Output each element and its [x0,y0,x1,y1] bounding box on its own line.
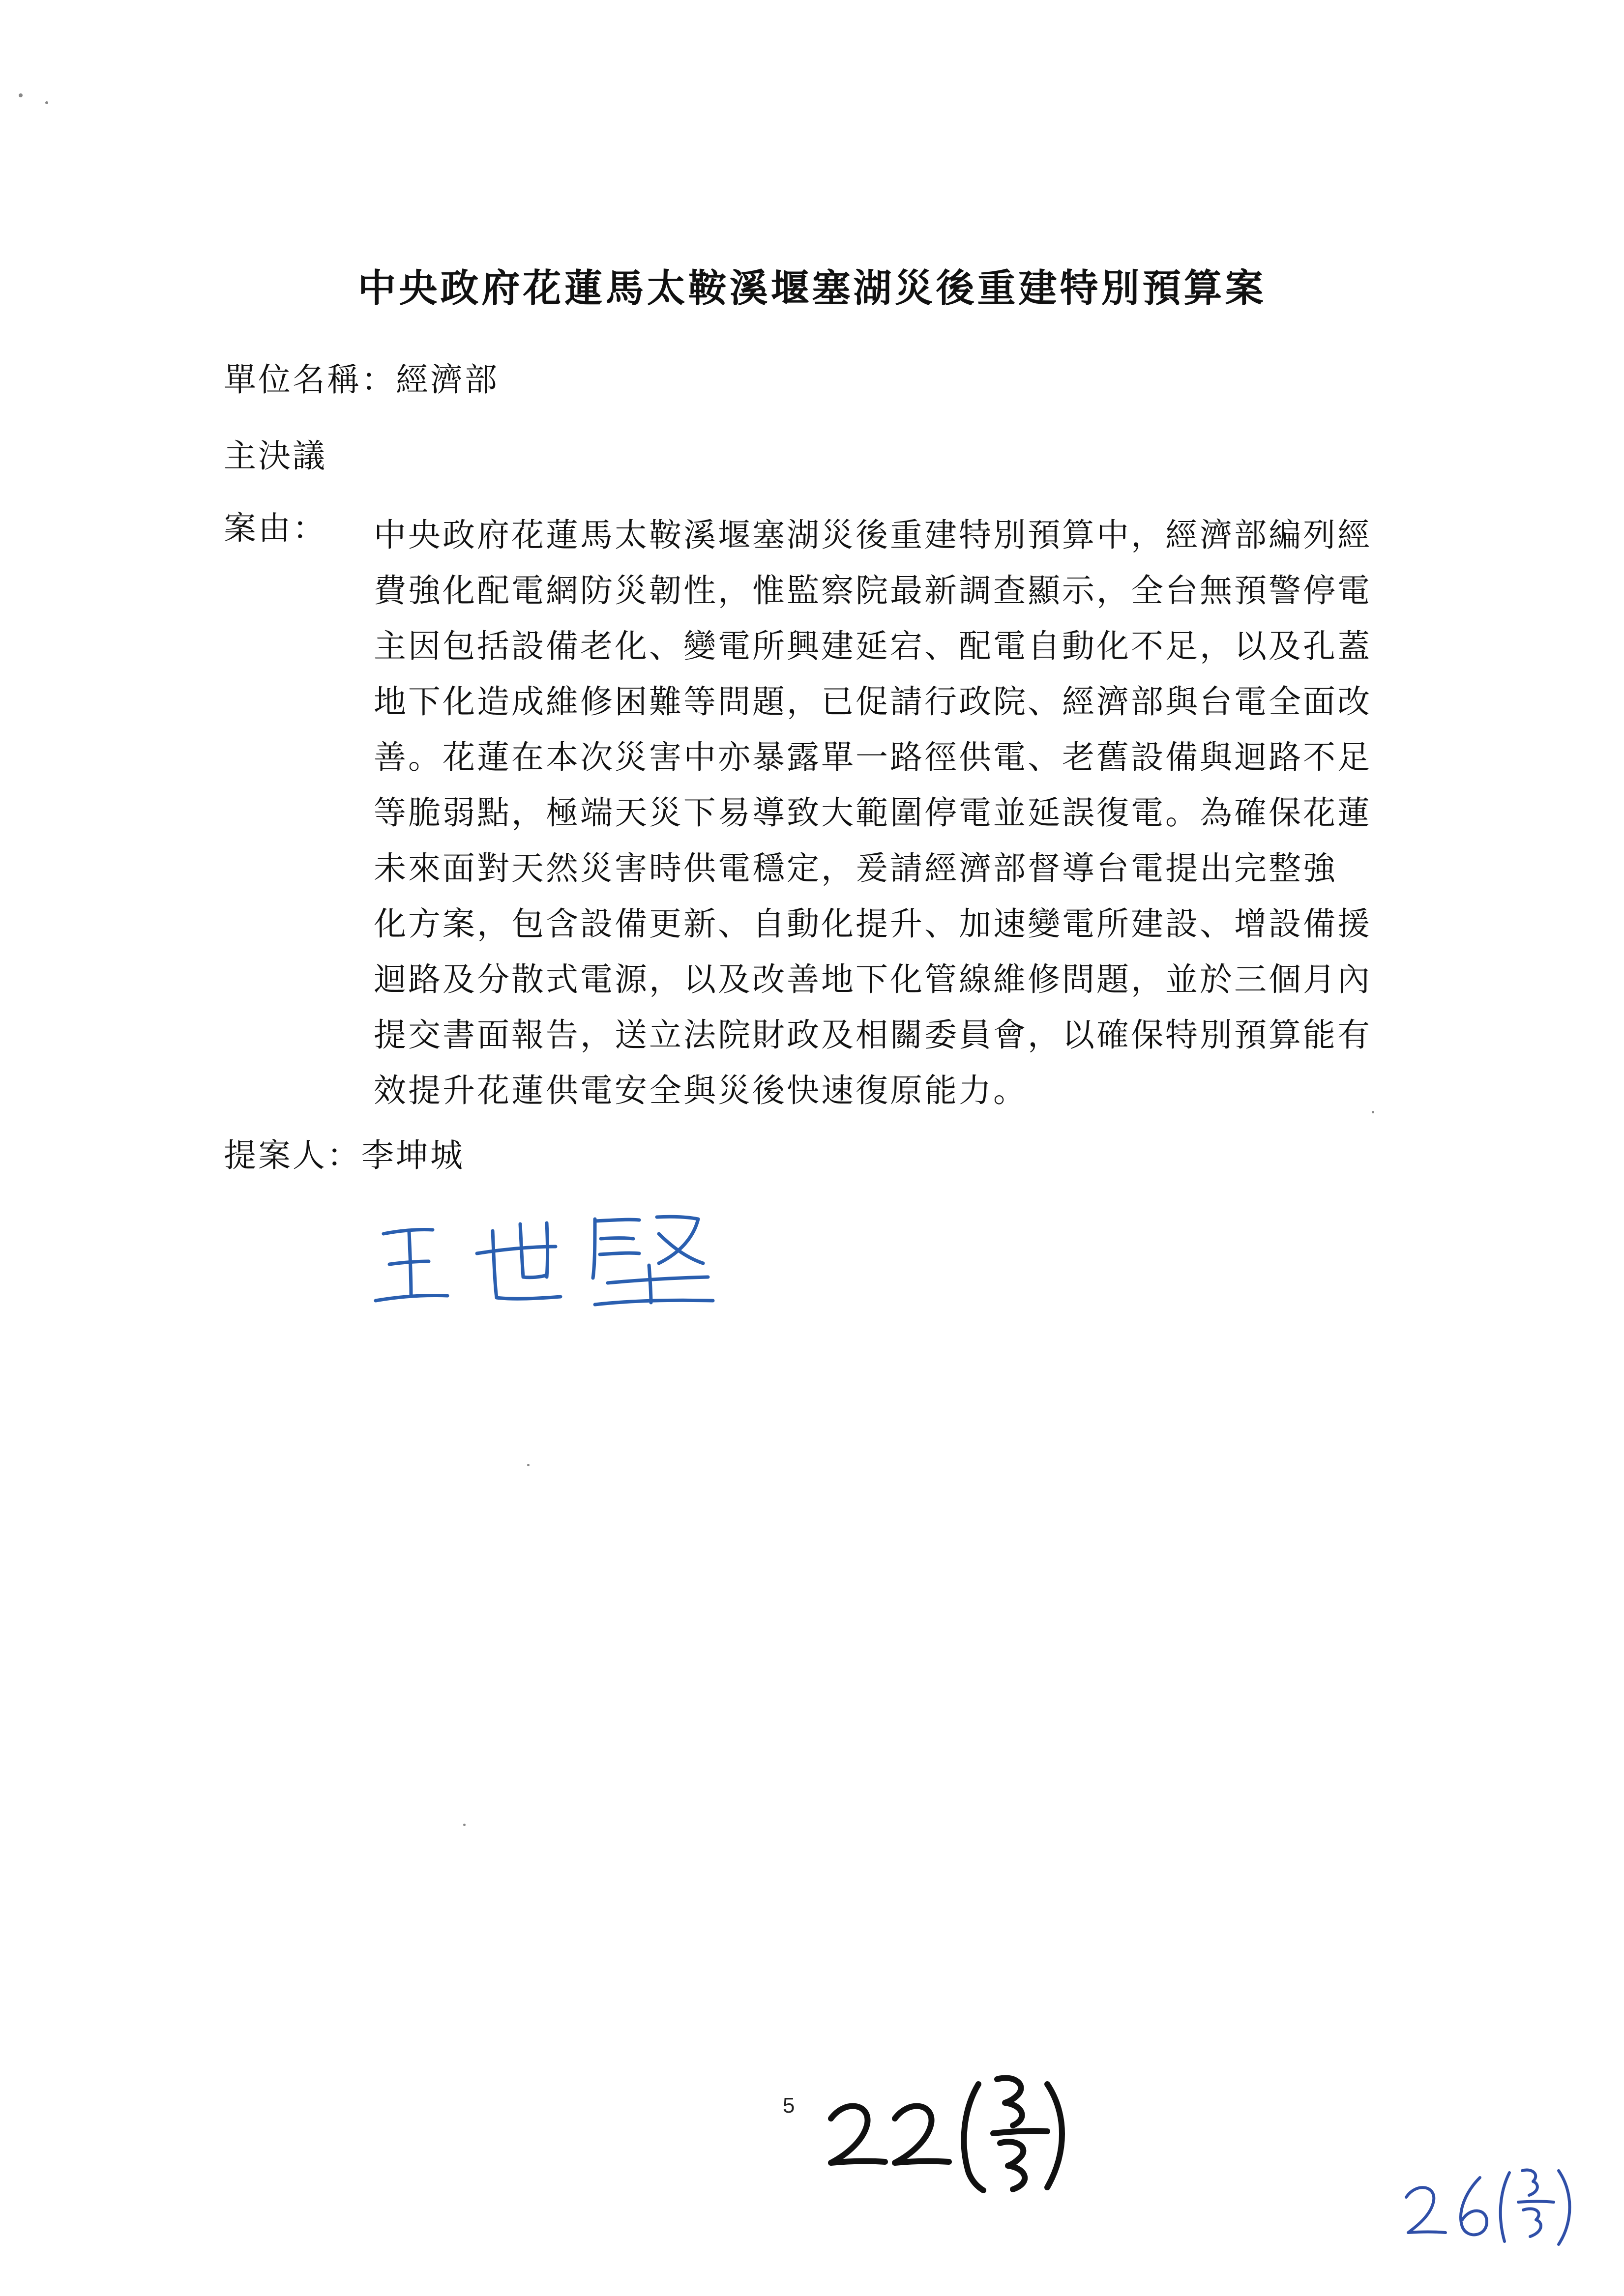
scan-speck [45,101,48,104]
page-number: 5 [783,2093,795,2118]
reason-line: 迴路及分散式電源，以及改善地下化管線維修問題，並於三個月內 [374,960,1372,998]
reason-body [374,507,1446,1118]
reason-line: 等脆弱點，極端天災下易導致大範圍停電並延誤復電。為確保花蓮 [374,794,1372,832]
reason-line: 善。花蓮在本次災害中亦暴露單一路徑供電、老舊設備與迴路不足 [374,738,1372,776]
unit-name: 單位名稱：經濟部 [224,361,499,399]
reason-line: 效提升花蓮供電安全與災後快速復原能力。 [374,1072,1028,1109]
scan-speck [1372,1111,1374,1113]
reason-line: 未來面對天然災害時供電穩定，爰請經濟部督導台電提出完整強 [374,849,1337,887]
reason-label: 案由： [224,509,327,547]
proposer: 提案人：李坤城 [224,1136,465,1174]
scan-speck [527,1464,530,1466]
scan-speck [463,1824,466,1826]
handwritten-count-note-right [1396,2153,1583,2251]
reason-line: 提交書面報告，送立法院財政及相關委員會，以確保特別預算能有 [374,1016,1372,1054]
reason-line: 中央政府花蓮馬太鞍溪堰塞湖災後重建特別預算中，經濟部編列經 [374,516,1372,554]
document-title: 中央政府花蓮馬太鞍溪堰塞湖災後重建特別預算案 [357,266,1267,311]
reason-line: 費強化配電網防災韌性，惟監察院最新調查顯示，全台無預警停電 [374,572,1372,610]
scan-speck [19,93,23,97]
reason-line: 地下化造成維修困難等問題，已促請行政院、經濟部與台電全面改 [374,683,1372,721]
cosigner-signature [364,1199,718,1317]
reason-line: 主因包括設備老化、變電所興建延宕、配電自動化不足，以及孔蓋 [374,627,1372,665]
decision-type: 主決議 [224,437,327,475]
handwritten-count-note [816,2064,1092,2197]
reason-line: 化方案，包含設備更新、自動化提升、加速變電所建設、增設備援 [374,905,1372,943]
